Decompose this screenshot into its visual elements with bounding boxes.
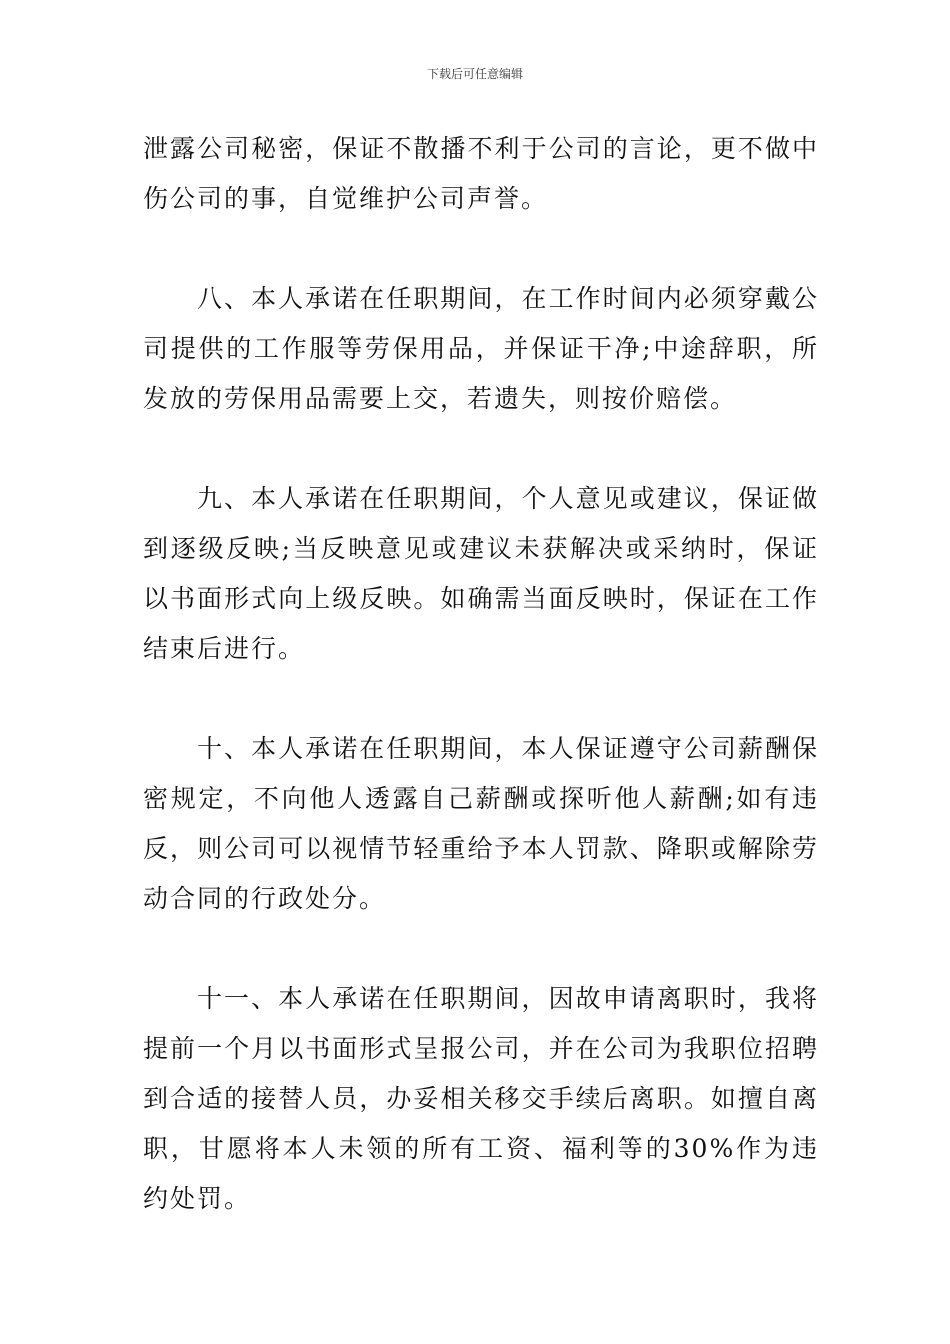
paragraph-continuation: 泄露公司秘密，保证不散播不利于公司的言论，更不做中伤公司的事，自觉维护公司声誉。 [143,134,819,213]
paragraph-spacer [143,224,819,274]
paragraph-item-11: 十一、本人承诺在任职期间，因故申请离职时，我将提前一个月以书面形式呈报公司，并在公司为我职位招聘到合适的接替人员，办妥相关移交手续后离职。如擅自离职，甘愿将本人未领的所有工资、福利等的30%作为违约处罚。 [143,984,819,1213]
paragraph-spacer [143,674,819,724]
paragraph-item-9: 九、本人承诺在任职期间，个人意见或建议，保证做到逐级反映;当反映意见或建议未获解决或采纳时，保证以书面形式向上级反映。如确需当面反映时，保证在工作结束后进行。 [143,484,819,663]
paragraph-item-10: 十、本人承诺在任职期间，本人保证遵守公司薪酬保密规定，不向他人透露自己薪酬或探听他人薪酬;如有违反，则公司可以视情节轻重给予本人罚款、降职或解除劳动合同的行政处分。 [143,734,819,913]
paragraph-item-8: 八、本人承诺在任职期间，在工作时间内必须穿戴公司提供的工作服等劳保用品，并保证干净;中途辞职，所发放的劳保用品需要上交，若遗失，则按价赔偿。 [143,284,819,413]
page-header: 下载后可任意编辑 [426,67,523,81]
paragraph-spacer [143,924,819,974]
paragraph-spacer [143,424,819,474]
document-body [143,124,819,1224]
